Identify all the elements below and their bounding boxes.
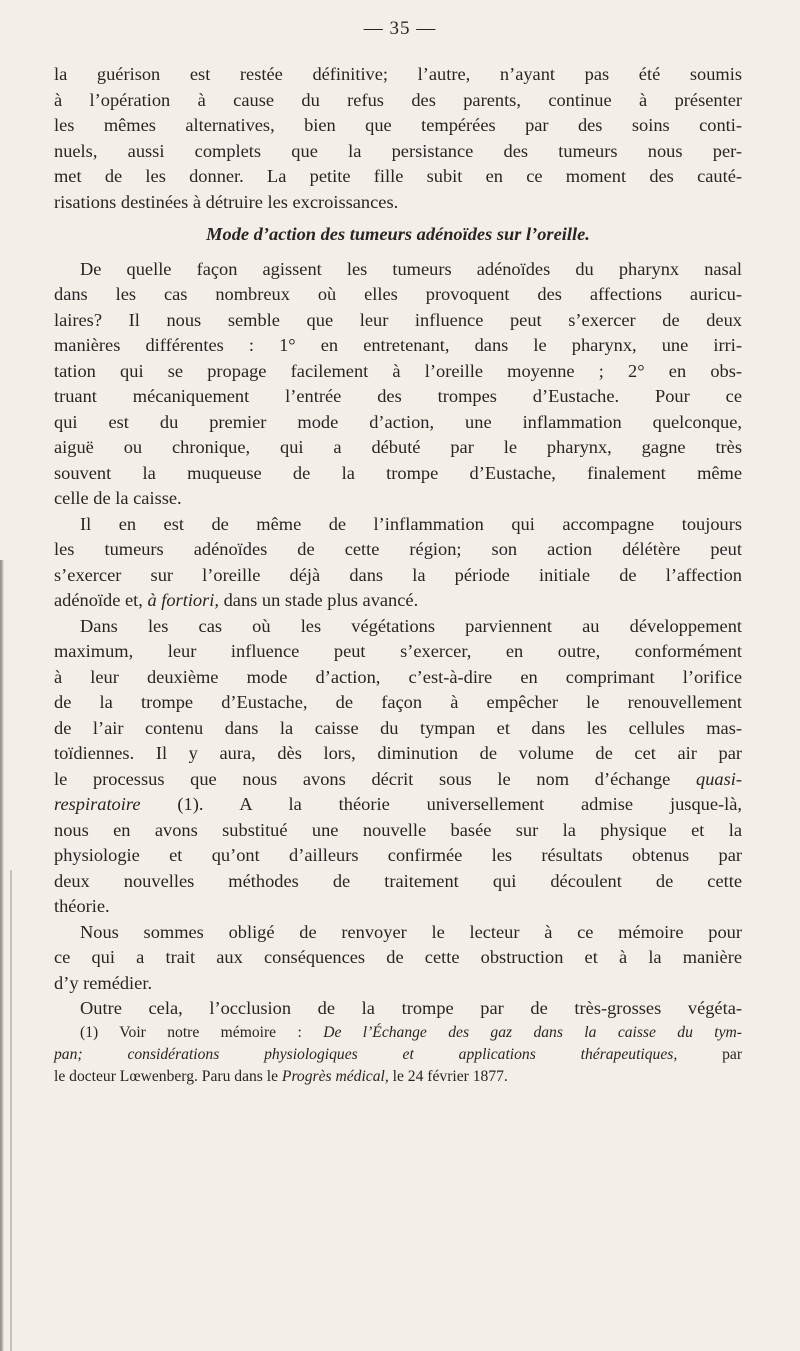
- text-line: toïdiennes. Il y aura, dès lors, diminution de volume de cet air par: [54, 743, 742, 763]
- italic-text: quasi-: [696, 768, 742, 789]
- text-run: dans un stade plus avancé.: [219, 590, 419, 610]
- italic-text: à fortiori,: [147, 590, 219, 610]
- text-line: celle de la caisse.: [54, 488, 182, 508]
- text-line: Outre cela, l’occlusion de la trompe par de très-grosses végéta-: [80, 998, 742, 1018]
- page-number: — 35 —: [363, 18, 437, 39]
- section-heading: Mode d’action des tumeurs adénoïdes sur l’oreille.: [206, 224, 590, 244]
- paragraph: [54, 996, 742, 1022]
- text-line: ce qui a trait aux conséquences de cette obstruction et à la manière: [54, 947, 742, 967]
- text-line: s’exercer sur l’oreille déjà dans la période initiale de l’affection: [54, 564, 742, 585]
- text-line: aiguë ou chronique, qui a débuté par le pharynx, gagne très: [54, 437, 742, 457]
- text-line: théorie.: [54, 896, 110, 916]
- text-line: les tumeurs adénoïdes de cette région; son action délétère peut: [54, 539, 742, 559]
- footnote: [54, 1022, 742, 1088]
- text-line: qui est du premier mode d’action, une inflammation quelconque,: [54, 411, 742, 432]
- text-line: tation qui se propage facilement à l’oreille moyenne ; 2° en obs-: [54, 360, 742, 381]
- italic-text: respiratoire: [54, 794, 141, 814]
- text-run: (1) Voir notre mémoire :: [80, 1024, 324, 1041]
- text-run: le docteur Lœwenberg. Paru dans le: [54, 1068, 282, 1085]
- text-line: met de les donner. La petite fille subit en ce moment des cauté-: [54, 166, 742, 186]
- text-line: de la trompe d’Eustache, de façon à empêcher le renouvellement: [54, 692, 742, 712]
- text-run: le 24 février 1877.: [388, 1068, 508, 1085]
- text-line: Il en est de même de l’inflammation qui accompagne toujours: [80, 513, 742, 534]
- body-text: [54, 62, 742, 1022]
- text-line: De quelle façon agissent les tumeurs adénoïdes du pharynx nasal: [80, 258, 742, 279]
- text-line: nuels, aussi complets que la persistance des tumeurs nous per-: [54, 140, 742, 161]
- text-line: à l’opération à cause du refus des parents, continue à présenter: [54, 89, 742, 110]
- text-line: truant mécaniquement l’entrée des trompes d’Eustache. Pour ce: [54, 386, 742, 406]
- text-line: deux nouvelles méthodes de traitement qui découlent de cette: [54, 870, 742, 891]
- text-line: Nous sommes obligé de renvoyer le lecteur à ce mémoire pour: [80, 921, 742, 942]
- text-run: le processus que nous avons décrit sous le nom d’échange: [54, 768, 697, 789]
- italic-text: Progrès médical,: [281, 1068, 389, 1085]
- text-run: adénoïde et,: [54, 590, 148, 610]
- text-line: dans les cas nombreux où elles provoquent des affections auricu-: [54, 284, 742, 304]
- text-line: à leur deuxième mode d’action, c’est-à-dire en comprimant l’orifice: [54, 666, 742, 687]
- paragraph: [54, 257, 742, 512]
- text-line: risations destinées à détruire les excroissances.: [54, 191, 399, 212]
- text-line: [54, 767, 742, 793]
- binding-shadow-line: [10, 870, 12, 1351]
- text-line: laires? Il nous semble que leur influence peut s’exercer de deux: [54, 309, 742, 330]
- text-line: maximum, leur influence peut s’exercer, en outre, conformément: [54, 641, 742, 661]
- paragraph: [54, 920, 742, 997]
- text-run: (1). A la théorie universellement admise jusque-là,: [140, 794, 742, 814]
- text-line: de l’air contenu dans la caisse du tympan et dans les cellules mas-: [54, 717, 742, 738]
- text-run: par: [677, 1046, 743, 1063]
- binding-shadow: [0, 560, 4, 1351]
- text-line: [54, 792, 742, 818]
- text-line: manières différentes : 1° en entretenant, dans le pharynx, une irri-: [54, 335, 742, 355]
- paragraph: [54, 512, 742, 614]
- text-line: [54, 588, 742, 614]
- italic-text: pan; considérations physiologiques et applications thérapeutiques,: [54, 1046, 678, 1063]
- footnote-line: [54, 1066, 742, 1088]
- text-line: souvent la muqueuse de la trompe d’Eustache, finalement même: [54, 462, 742, 483]
- text-line: d’y remédier.: [54, 972, 153, 993]
- paragraph: [54, 62, 742, 215]
- text-line: Dans les cas où les végétations parviennent au développement: [80, 615, 742, 636]
- text-line: la guérison est restée définitive; l’autre, n’ayant pas été soumis: [54, 64, 742, 84]
- text-line: les mêmes alternatives, bien que tempérées par des soins conti-: [54, 115, 742, 135]
- footnote-line: [54, 1022, 742, 1044]
- footnote-line: [54, 1044, 742, 1066]
- text-line: nous en avons substitué une nouvelle basée sur la physique et la: [54, 819, 742, 840]
- text-line: physiologie et qu’ont d’ailleurs confirmée les résultats obtenus par: [54, 845, 742, 865]
- paragraph: [54, 614, 742, 920]
- italic-text: De l’Échange des gaz dans la caisse du tym-: [323, 1024, 742, 1041]
